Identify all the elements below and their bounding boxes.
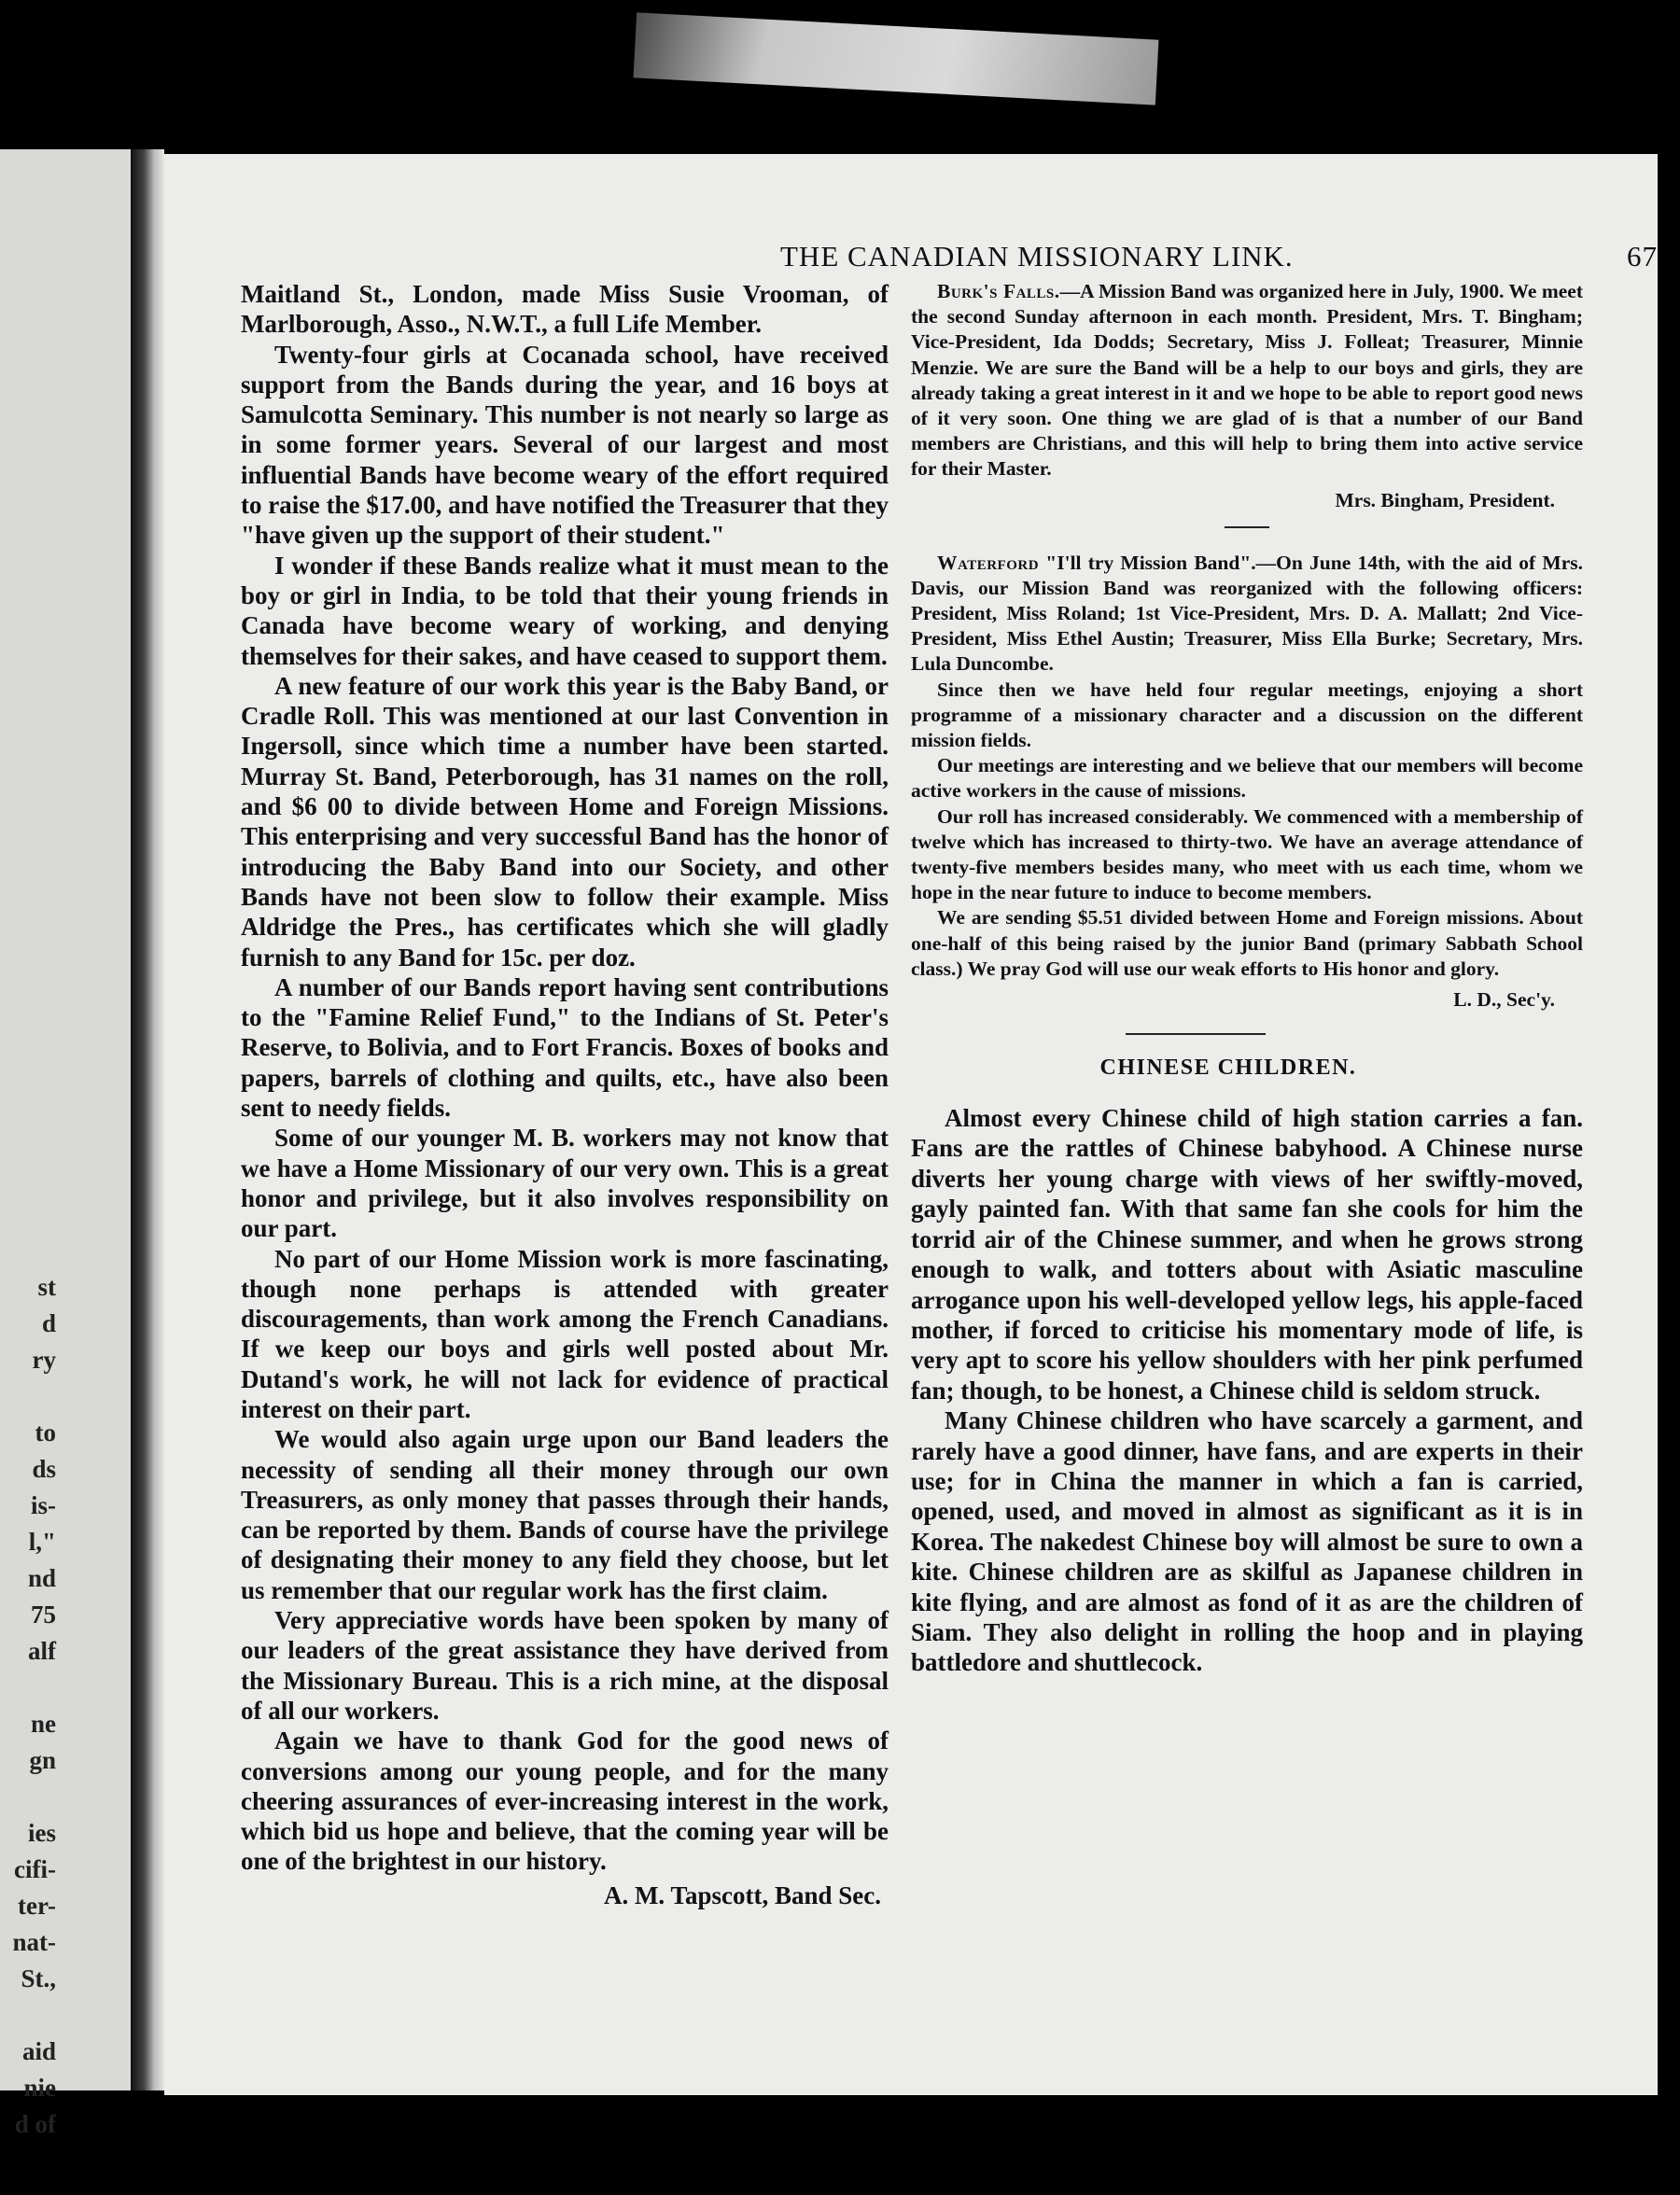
paragraph: A number of our Bands report having sent contributions to the "Famine Relief Fund," to the Indians of St. Peter's Reserve, to Bolivia, and to Fort Francis. Boxes of books and papers, barrels of clothing and quilts, etc., have also been sent to needy fields. bbox=[241, 972, 889, 1123]
secretary-signature: L. D., Sec'y. bbox=[1453, 988, 1555, 1012]
report-body: —A Mission Band was organized here in July, 1900. We meet the second Sunday afternoon in each month. President, Mrs. T. Bingham; Vice-President, Ida Dodds; Secretary, Miss J. Folleat; Treasurer, Minnie Menzie. We are sure the Band will be a help to our boys and girls, they are already taking a great interest in it and we hope to be able to report good news of it very soon. One thing we are glad of is that a number of our Band members are Christians, and this will help to bring them into active service for their Master. bbox=[911, 280, 1583, 481]
page-header bbox=[612, 240, 1676, 277]
paragraph: Our meetings are interesting and we believe that our members will become active workers in the cause of missions. bbox=[911, 754, 1583, 803]
paragraph: Since then we have held four regular meetings, enjoying a short programme of a missionary character and a discussion on the different mission fields. bbox=[911, 678, 1583, 752]
paragraph: We would also again urge upon our Band leaders the necessity of sending all their money through our own Treasurers, as only money that passes through their hands, can be reported by them. Bands of course have the privilege of designating their money to any field they choose, but let us remember that our regular work has the first claim. bbox=[241, 1425, 889, 1604]
paragraph: A new feature of our work this year is the Baby Band, or Cradle Roll. This was mentioned at our last Convention in Ingersoll, since which time a number have been started. Murray St. Band, Peterborough, has 31 names on the roll, and $6 00 to divide between Home and Foreign Missions. This enterprising and very successful Band has the honor of introducing the Baby Band into our Society, and other Bands have not been slow to follow their example. Miss Aldridge the Pres., has certificates which she will gladly furnish to any Band for 15c. per doz. bbox=[241, 671, 889, 972]
left-column bbox=[241, 279, 889, 1910]
divider bbox=[1126, 1033, 1266, 1035]
divider bbox=[1225, 526, 1269, 528]
paragraph: Many Chinese children who have scarcely a garment, and rarely have a good dinner, have fans, and are experts in their use; for in China the manner in which a fan is carried, opened, used, and moved in almost as significant as it is in Korea. The nakedest Chinese boy will almost be sure to own a kite. Chinese children are as skilful as Japanese children in kite flying, and are almost as fond of it as are the children of Siam. They also delight in rolling the hoop and in playing battledore and shuttlecock. bbox=[911, 1406, 1583, 1677]
paragraph: Again we have to thank God for the good news of conversions among our young people, and for the many cheering assurances of ever-increasing interest in the work, which bid us hope and believe, that the coming year will be one of the brightest in our history. bbox=[241, 1727, 889, 1876]
paragraph: Some of our younger M. B. workers may not know that we have a Home Missionary of our very own. This is a great honor and privilege, but it also involves responsibility on our part. bbox=[241, 1124, 889, 1243]
previous-page-fragments: st d ry to ds is- l," nd 75 alf ne gn ies cifi- ter- nat- St., aid nie d of bbox=[12, 1273, 56, 2138]
paragraph: I wonder if these Bands realize what it must mean to the boy or girl in India, to be told that their young friends in Canada have become weary of working, and denying themselves for their sakes, and have ceased to support them. bbox=[241, 551, 889, 670]
page bbox=[164, 154, 1658, 2095]
report-heading: Waterford bbox=[937, 551, 1040, 574]
running-title: THE CANADIAN MISSIONARY LINK. bbox=[780, 240, 1294, 273]
article-title: CHINESE CHILDREN. bbox=[1099, 1056, 1357, 1081]
paragraph: Almost every Chinese child of high station carries a fan. Fans are the rattles of Chinese babyhood. A Chinese nurse diverts her young charge with views of her swiftly-moved, gayly painted fan. With that same fan she cools for him the torrid air of the Chinese summer, and when he grows strong enough to walk, and totters about with Asiatic masculine arrogance upon his well-developed yellow legs, his apple-faced mother, if forced to criticise his momentary mode of life, is very apt to score his yellow shoulders with her pink perfumed fan; though, to be honest, a Chinese child is seldom struck. bbox=[911, 1104, 1583, 1405]
paragraph: No part of our Home Mission work is more fascinating, though none perhaps is attended with greater discouragements, than work among the French Canadians. If we keep our boys and girls well posted about Mr. Dutand's work, he will not lack for evidence of practical interest on their part. bbox=[241, 1244, 889, 1423]
previous-page-edge bbox=[0, 149, 131, 2138]
band-secretary-signature: A. M. Tapscott, Band Sec. bbox=[603, 1880, 881, 1909]
right-column bbox=[911, 279, 1583, 1678]
waterford-report bbox=[911, 551, 1583, 678]
book-gutter bbox=[131, 149, 164, 2090]
report-body: "I'll try Mission Band".—On June 14th, with the aid of Mrs. Davis, our Mission Band was reorganized with the following officers: President, Miss Roland; 1st Vice-President, Mrs. D. A. Mallatt; 2nd Vice-President, Miss Ethel Austin; Treasurer, Miss Ella Burke; Secretary, Mrs. Lula Duncombe. bbox=[911, 551, 1584, 676]
paragraph: Maitland St., London, made Miss Susie Vrooman, of Marlborough, Asso., N.W.T., a full Life Member. bbox=[241, 280, 889, 339]
president-signature: Mrs. Bingham, President. bbox=[1335, 488, 1555, 511]
paragraph: We are sending $5.51 divided between Home and Foreign missions. About one-half of this being raised by the junior Band (primary Sabbath School class.) We pray God will use our weak efforts to His honor and glory. bbox=[911, 906, 1583, 980]
torn-paper-strip bbox=[634, 12, 1159, 105]
paragraph: Twenty-four girls at Cocanada school, have received support from the Bands during the year, and 16 boys at Samulcotta Seminary. This number is not nearly so large as in some former years. Several of our largest and most influential Bands have become weary of the effort required to raise the $17.00, and have notified the Treasurer that they "have given up the support of their student." bbox=[241, 340, 889, 550]
paragraph: Our roll has increased considerably. We commenced with a membership of twelve which has increased to thirty-two. We have an average attendance of twenty-five members besides many, who meet with us each time, whom we hope in the near future to induce to become members. bbox=[911, 804, 1583, 904]
report-heading: Burk's Falls. bbox=[937, 280, 1060, 302]
paragraph: Very appreciative words have been spoken by many of our leaders of the great assistance they have derived from the Missionary Bureau. This is a rich mine, at the disposal of all our workers. bbox=[241, 1606, 889, 1725]
page-number: 67 bbox=[1627, 240, 1658, 273]
burks-falls-report bbox=[911, 279, 1583, 482]
